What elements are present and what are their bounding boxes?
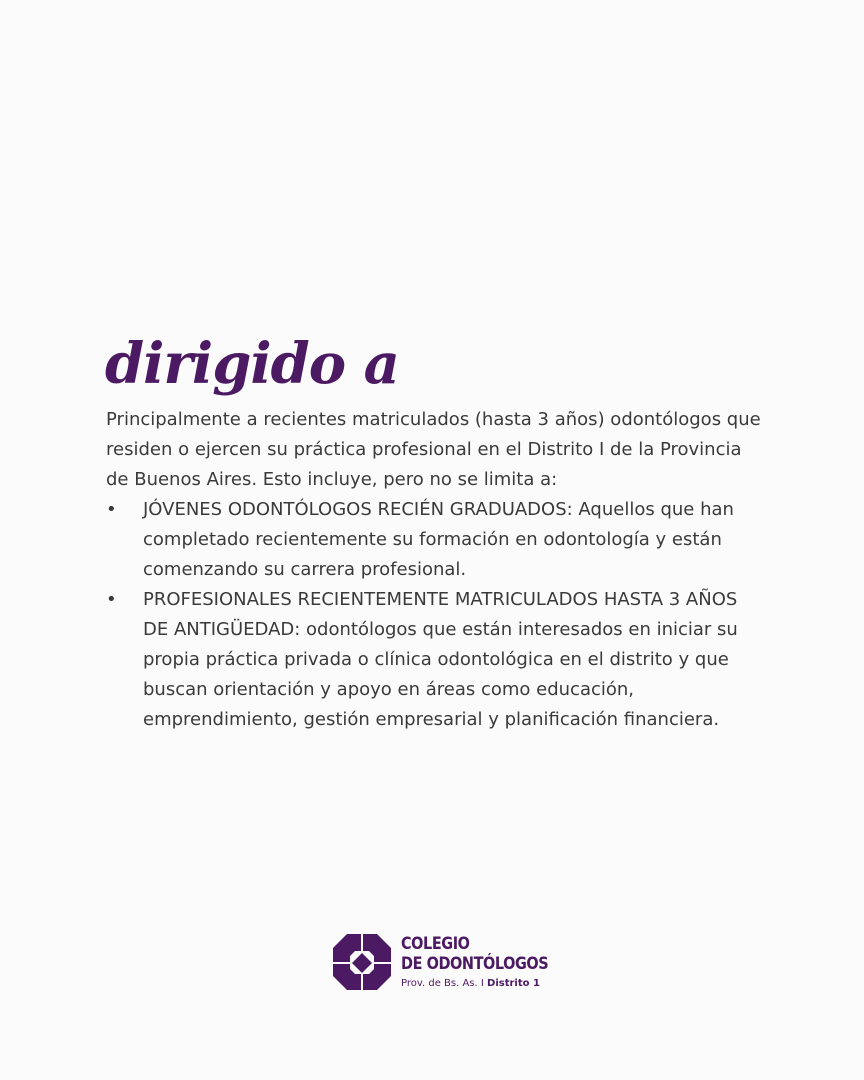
page-title: dirigido a (105, 331, 399, 397)
logo-subtitle-district: Distrito 1 (487, 978, 540, 989)
list-item-text: PROFESIONALES RECIENTEMENTE MATRICULADOS HASTA 3 AÑOS DE ANTIGÜEDAD: odontólogos que están interesados en iniciar su propia práctica privada o clínica odontológica en el distrito y que buscan orientación y apoyo en áreas como educación, emprendimiento, gestión empresarial y planificación financiera. (143, 589, 738, 730)
bullet-icon: • (106, 499, 117, 520)
list-item (106, 495, 766, 585)
logo-line-1: COLEGIO (401, 934, 470, 954)
bullet-icon: • (106, 589, 117, 610)
colegio-logo (333, 934, 574, 991)
logo-subtitle (401, 977, 574, 991)
intro-paragraph: Principalmente a recientes matriculados (hasta 3 años) odontólogos que residen o ejercen su práctica profesional en el Distrito I de la Provincia de Buenos Aires. Esto incluye, pero no se limita a: (106, 409, 761, 490)
logo-text (401, 934, 574, 991)
content-body (106, 405, 766, 735)
colegio-logo-icon (333, 934, 391, 990)
logo-subtitle-prefix: Prov. de Bs. As. I (401, 978, 488, 989)
list-item (106, 585, 766, 735)
audience-list (106, 495, 766, 735)
logo-line-2: DE ODONTÓLOGOS (401, 954, 549, 974)
list-item-text: JÓVENES ODONTÓLOGOS RECIÉN GRADUADOS: Aquellos que han completado recientemente su formación en odontología y están comenzando su carrera profesional. (143, 499, 734, 580)
